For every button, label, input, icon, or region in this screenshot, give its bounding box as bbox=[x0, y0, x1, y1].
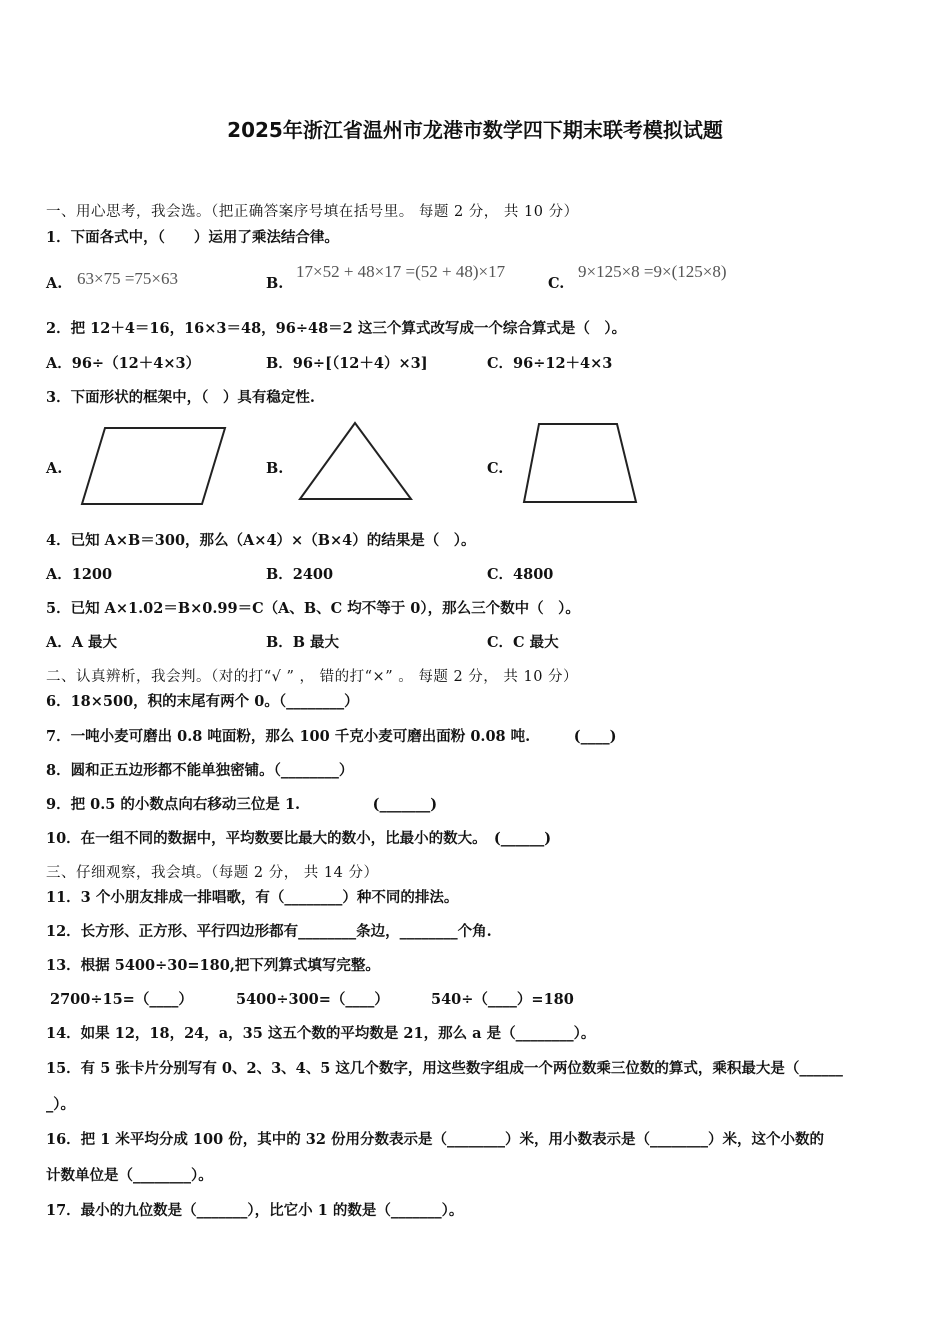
section-1-heading: 一、用心思考，我会选。（把正确答案序号填在括号里。 每题 2 分， 共 10 分） bbox=[46, 204, 579, 220]
question-1-option-c-expression: 9×125×8 =9×(125×8) bbox=[578, 262, 727, 281]
question-13-item-c: 540÷（____）=180 bbox=[431, 991, 574, 1008]
page-title: 2025年浙江省温州市龙港市数学四下期末联考模拟试题 bbox=[227, 118, 723, 142]
trapezoid-figure bbox=[520, 420, 640, 508]
question-13-item-a: 2700÷15=（____） bbox=[50, 991, 193, 1008]
question-9: 9．把 0.5 的小数点向右移动三位是 1. (_______) bbox=[46, 796, 438, 813]
question-15-line-1: 15．有 5 张卡片分别写有 0、2、3、4、5 这几个数字，用这些数字组成一个两位数乘三位数的算式，乘积最大是（______ bbox=[46, 1060, 843, 1077]
section-3-heading: 三、仔细观察，我会填。（每题 2 分， 共 14 分） bbox=[46, 865, 379, 881]
question-17: 17．最小的九位数是（_______），比它小 1 的数是（_______）。 bbox=[46, 1202, 464, 1219]
question-11: 11．3 个小朋友排成一排唱歌，有（________）种不同的排法。 bbox=[46, 889, 459, 906]
question-6: 6．18×500，积的末尾有两个 0。（________） bbox=[46, 693, 359, 710]
question-3-option-c-label: C. bbox=[487, 460, 504, 477]
question-13-stem: 13．根据 5400÷30=180,把下列算式填写完整。 bbox=[46, 957, 380, 974]
question-13-item-b: 5400÷300=（____） bbox=[236, 991, 389, 1008]
question-1-option-a-expression: 63×75 =75×63 bbox=[77, 269, 179, 288]
question-3-option-a-label: A. bbox=[46, 460, 63, 477]
question-1-option-b-label: B. bbox=[266, 275, 284, 292]
question-4-option-c: C．4800 bbox=[487, 566, 554, 583]
question-16-line-2: 计数单位是（________）。 bbox=[46, 1167, 213, 1184]
question-4-option-b: B．2400 bbox=[266, 566, 334, 583]
question-3-stem: 3．下面形状的框架中，（ ）具有稳定性. bbox=[46, 389, 315, 406]
question-2-stem: 2．把 12＋4＝16，16×3＝48，96÷48＝2 这三个算式改写成一个综合算式是（ ）。 bbox=[46, 320, 627, 337]
section-2-heading: 二、认真辨析，我会判。（对的打“√ ” ， 错的打“×” 。 每题 2 分， 共 10 分） bbox=[46, 669, 579, 685]
triangle-figure bbox=[296, 420, 416, 504]
question-2-option-a: A．96÷（12＋4×3） bbox=[46, 355, 201, 372]
question-8: 8．圆和正五边形都不能单独密铺。（________） bbox=[46, 762, 354, 779]
question-7: 7．一吨小麦可磨出 0.8 吨面粉，那么 100 千克小麦可磨出面粉 0.08 吨. (____) bbox=[46, 728, 617, 745]
question-2-option-c: C．96÷12＋4×3 bbox=[487, 355, 613, 372]
question-10: 10．在一组不同的数据中，平均数要比最大的数小，比最小的数大。 (______) bbox=[46, 830, 552, 847]
question-1-option-a-label: A. bbox=[46, 275, 63, 292]
question-5-stem: 5．已知 A×1.02＝B×0.99＝C（A、B、C 均不等于 0），那么三个数中（ ）。 bbox=[46, 600, 580, 617]
parallelogram-figure bbox=[78, 424, 230, 508]
question-5-option-c: C．C 最大 bbox=[487, 634, 559, 651]
question-15-line-2: _）。 bbox=[46, 1096, 75, 1113]
question-2-option-b: B．96÷[（12＋4）×3] bbox=[266, 355, 428, 372]
question-1-option-c-label: C. bbox=[548, 275, 565, 292]
question-4-option-a: A．1200 bbox=[46, 566, 113, 583]
question-12: 12．长方形、正方形、平行四边形都有________条边，________个角. bbox=[46, 923, 492, 940]
question-1-stem: 1．下面各式中，（ ）运用了乘法结合律。 bbox=[46, 229, 339, 246]
question-16-line-1: 16．把 1 米平均分成 100 份，其中的 32 份用分数表示是（________）米，用小数表示是（________）米，这个小数的 bbox=[46, 1131, 824, 1148]
question-3-option-b-label: B. bbox=[266, 460, 284, 477]
question-4-stem: 4．已知 A×B＝300，那么（A×4）×（B×4）的结果是（ ）。 bbox=[46, 532, 476, 549]
question-1-option-b-expression: 17×52 + 48×17 =(52 + 48)×17 bbox=[296, 262, 506, 281]
question-5-option-b: B．B 最大 bbox=[266, 634, 340, 651]
question-14: 14．如果 12，18，24，a，35 这五个数的平均数是 21，那么 a 是（________）。 bbox=[46, 1025, 596, 1042]
question-5-option-a: A．A 最大 bbox=[46, 634, 118, 651]
